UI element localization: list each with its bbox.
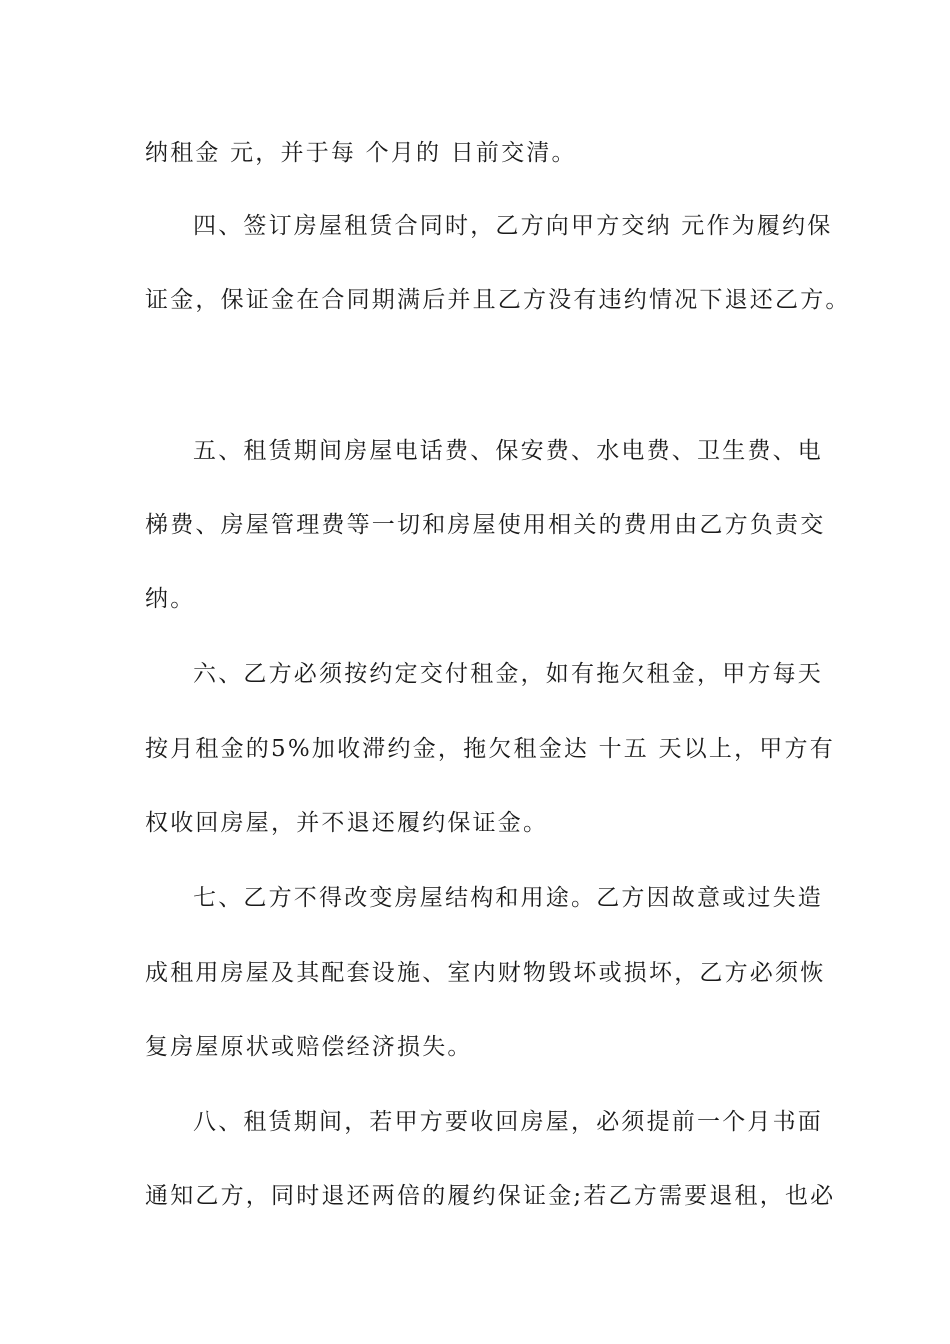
text-line: 纳租金 元，并于每 个月的 日前交清。 [145,140,577,166]
text-line: 梯费、房屋管理费等一切和房屋使用相关的费用由乙方负责交 [145,512,826,538]
text-line: 证金，保证金在合同期满后并且乙方没有违约情况下退还乙方。 [145,287,851,313]
text-line: 按月租金的5%加收滞约金，拖欠租金达 十五 天以上，甲方有 [145,736,835,762]
text-line: 纳。 [145,586,196,612]
text-line: 权收回房屋，并不退还履约保证金。 [145,810,549,836]
text-line: 六、乙方必须按约定交付租金，如有拖欠租金，甲方每天 [193,661,823,687]
text-line: 四、签订房屋租赁合同时，乙方向甲方交纳 元作为履约保 [193,213,833,239]
text-line: 五、租赁期间房屋电话费、保安费、水电费、卫生费、电 [193,438,823,464]
text-line: 成租用房屋及其配套设施、室内财物毁坏或损坏，乙方必须恢 [145,960,826,986]
text-line: 七、乙方不得改变房屋结构和用途。乙方因故意或过失造 [193,885,823,911]
text-line: 通知乙方，同时退还两倍的履约保证金;若乙方需要退租，也必 [145,1183,836,1209]
text-line: 八、租赁期间，若甲方要收回房屋，必须提前一个月书面 [193,1109,823,1135]
text-line: 复房屋原状或赔偿经济损失。 [145,1034,473,1060]
